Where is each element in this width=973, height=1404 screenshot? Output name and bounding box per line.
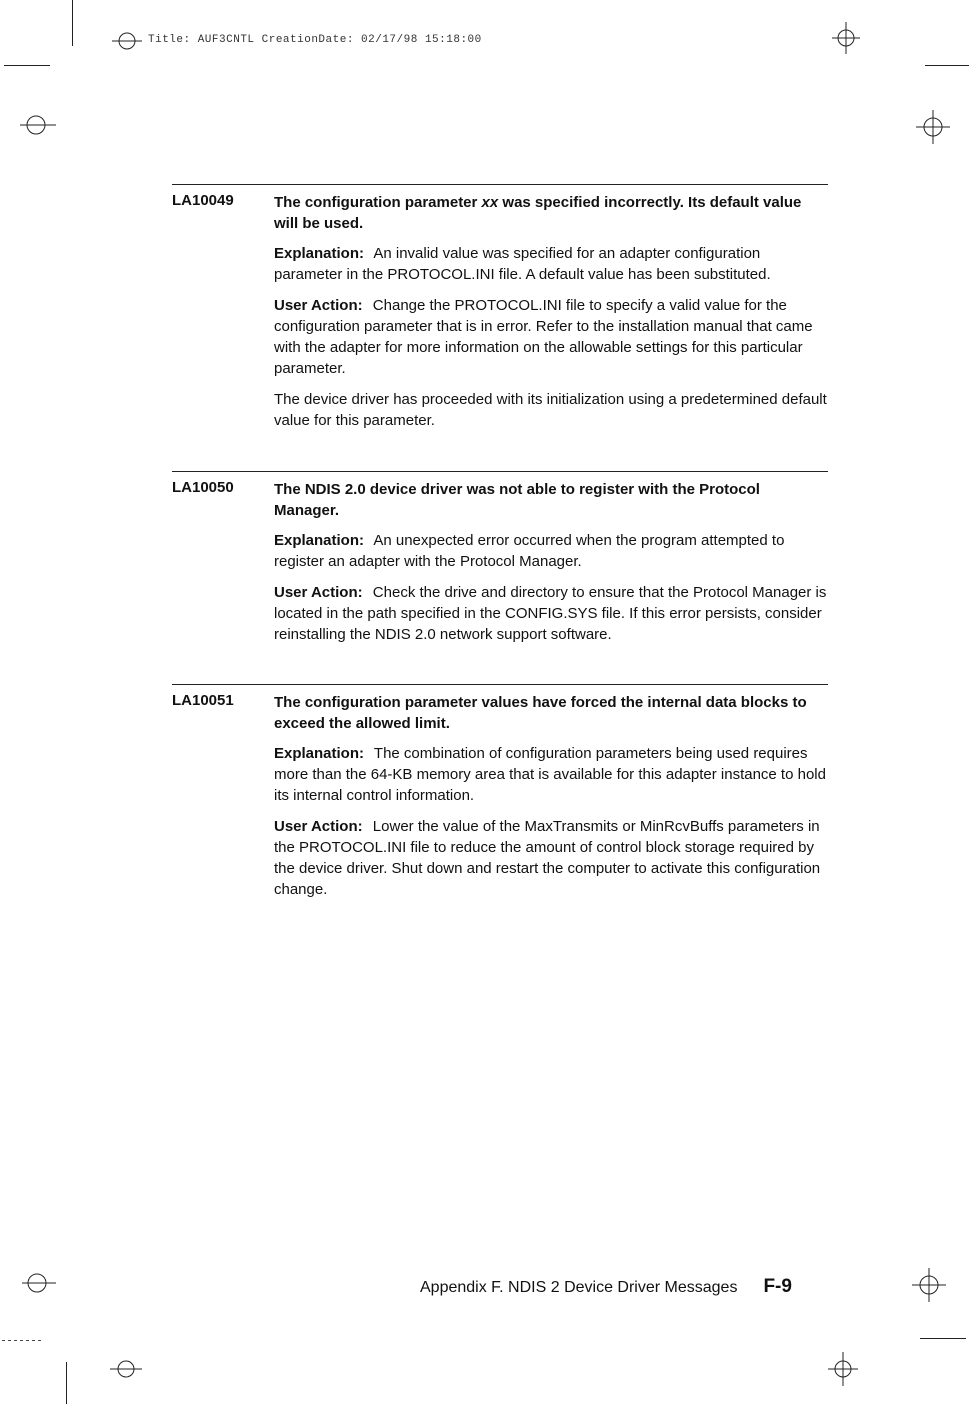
explanation-text: The combination of configuration parameters being used requires more than the 64-KB memory area that is available for this adapter instance to hold its internal control information.	[274, 745, 826, 804]
page-footer	[420, 1276, 792, 1298]
message-id: LA10051	[172, 692, 234, 709]
print-slug: Title: AUF3CNTL CreationDate: 02/17/98 15:18:00	[148, 34, 482, 46]
explanation-text: An unexpected error occurred when the program attempted to register an adapter with the Protocol Manager.	[274, 532, 785, 570]
message-entry	[172, 184, 828, 454]
message-title-variable: xx	[481, 194, 499, 211]
message-title-text-end: was specified incorrectly. Its default value will be used.	[274, 194, 802, 232]
user-action-text: Change the PROTOCOL.INI file to specify a valid value for the configuration parameter that is in error. Refer to the installation manual that came with the adapter for more information on the allowable settings for this particular parameter.	[274, 297, 813, 377]
message-id: LA10050	[172, 479, 234, 496]
user-action	[274, 816, 828, 900]
crop-line-bottom-left-dashed	[2, 1340, 42, 1341]
message-title	[274, 192, 828, 234]
user-action-text: Lower the value of the MaxTransmits or MinRcvBuffs parameters in the PROTOCOL.INI file to reduce the amount of control block storage required by the device driver. Shut down and restart the computer to activate this configuration change.	[274, 818, 821, 898]
message-body	[274, 692, 828, 910]
footer-section-title: Appendix F. NDIS 2 Device Driver Messages	[420, 1279, 738, 1296]
crop-line-top-left-vertical	[72, 0, 73, 46]
divider	[172, 184, 828, 185]
message-id: LA10049	[172, 192, 234, 209]
crop-line-bottom-left-vertical	[66, 1362, 67, 1404]
divider	[172, 471, 828, 472]
user-action-label: User Action:	[274, 297, 363, 314]
user-action-text: Check the drive and directory to ensure that the Protocol Manager is located in the path specified in the CONFIG.SYS file. If this error persists, consider reinstalling the NDIS 2.0 network support software.	[274, 584, 827, 643]
message-entry	[172, 471, 828, 671]
registration-mark-top-left	[112, 26, 142, 56]
user-action	[274, 582, 828, 645]
crop-line-top-right-horizontal	[925, 65, 969, 66]
registration-mark-right-lower	[912, 1268, 946, 1302]
message-entry	[172, 684, 828, 904]
registration-mark-left-upper	[20, 110, 56, 140]
message-title-text: The configuration parameter	[274, 194, 482, 211]
message-title: The NDIS 2.0 device driver was not able to register with the Protocol Manager.	[274, 481, 760, 519]
explanation-text: An invalid value was specified for an adapter configuration parameter in the PROTOCOL.INI file. A default value has been substituted.	[274, 245, 771, 283]
message-title: The configuration parameter values have forced the internal data blocks to exceed the allowed limit.	[274, 694, 807, 732]
crop-line-bottom-right-horizontal	[920, 1338, 966, 1339]
registration-mark-bottom-right	[828, 1352, 858, 1386]
explanation	[274, 530, 828, 572]
user-action	[274, 295, 828, 379]
message-body	[274, 479, 828, 655]
explanation	[274, 243, 828, 285]
registration-mark-bottom-left	[110, 1354, 142, 1384]
message-body	[274, 192, 828, 441]
explanation-label: Explanation:	[274, 245, 365, 262]
registration-mark-left-lower	[22, 1268, 56, 1298]
page-number: F-9	[763, 1276, 792, 1297]
explanation-label: Explanation:	[274, 745, 365, 762]
user-action-label: User Action:	[274, 584, 363, 601]
user-action-label: User Action:	[274, 818, 363, 835]
divider	[172, 684, 828, 685]
explanation-label: Explanation:	[274, 532, 365, 549]
registration-mark-right-upper	[916, 110, 950, 144]
registration-mark-top-right	[832, 22, 860, 54]
explanation	[274, 743, 828, 806]
note: The device driver has proceeded with its initialization using a predetermined default value for this parameter.	[274, 391, 827, 429]
crop-line-top-left-horizontal	[4, 65, 50, 66]
